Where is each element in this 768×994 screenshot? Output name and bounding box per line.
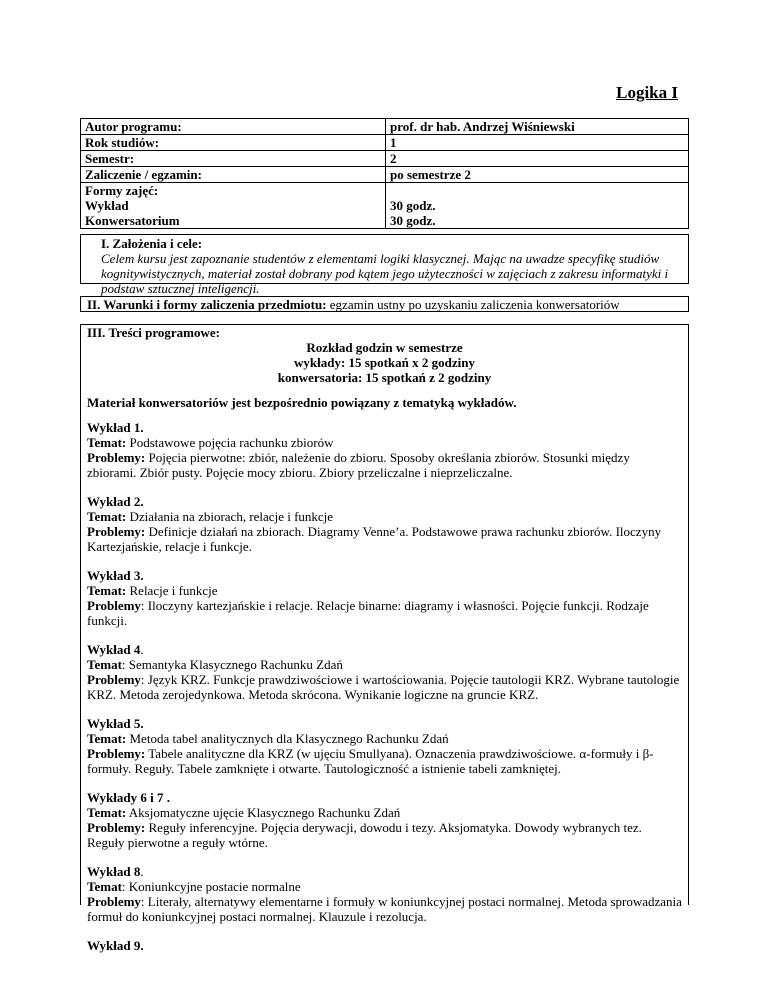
problemy-label: Problemy: (87, 524, 146, 539)
lecture-3 (87, 568, 682, 628)
info-label: Semestr: (81, 151, 386, 167)
temat-label: Temat: (87, 583, 127, 598)
problemy-label: Problemy: (87, 820, 146, 835)
section-conditions (80, 296, 689, 312)
section-goals (80, 234, 689, 296)
table-row (81, 183, 689, 229)
info-value: 2 (386, 151, 689, 167)
lecture-heading: Wykład 8 (87, 864, 141, 879)
lecture-topic: Aksjomatyczne ujęcie Klasycznego Rachunku Zdań (126, 805, 401, 820)
lecture-heading: Wykład 2. (87, 494, 144, 509)
table-row (81, 119, 689, 135)
info-label: Rok studiów: (81, 135, 386, 151)
lecture-problems: Tabele analityczne dla KRZ (w ujęciu Smullyana). Oznaczenia prawdziwościowe. α-formuły i β-formuły. Reguły. Tabele zamknięte i otwarte. Tautologiczność a istnienie tabeli zamkniętej. (87, 746, 654, 776)
lecture-heading: Wykład 5. (87, 716, 144, 731)
temat-label: Temat: (87, 509, 127, 524)
info-value: po semestrze 2 (386, 167, 689, 183)
forms-heading: Formy zajęć: (85, 183, 159, 198)
materials-note: Materiał konwersatoriów jest bezpośrednio powiązany z tematyką wykładów. (87, 395, 517, 410)
lecture-heading: Wykład 4 (87, 642, 141, 657)
wyklad-hours: 30 godz. (390, 198, 436, 213)
lecture-heading: Wykłady 6 i 7 . (87, 790, 170, 805)
temat-label: Temat (87, 657, 122, 672)
info-value: 1 (386, 135, 689, 151)
lecture-problems: Reguły inferencyjne. Pojęcia derywacji, dowodu i tezy. Aksjomatyka. Dowody wybranych tez. Reguły pierwotne a reguły wtórne. (87, 820, 642, 850)
problemy-label: Problemy (87, 598, 141, 613)
lecture-5 (87, 716, 682, 776)
table-row (81, 151, 689, 167)
lecture-topic: : Semantyka Klasycznego Rachunku Zdań (121, 657, 343, 672)
temat-label: Temat: (87, 805, 127, 820)
info-label: Zaliczenie / egzamin: (81, 167, 386, 183)
section-conditions-heading: II. Warunki i formy zaliczenia przedmiotu: (87, 297, 327, 312)
course-info-table (80, 118, 689, 229)
section-conditions-text: egzamin ustny po uzyskaniu zaliczenia konwersatoriów (326, 297, 620, 312)
section-goals-text: Celem kursu jest zapoznanie studentów z elementami logiki klasycznej. Mając na uwadze specyfikę studiów kognitywistycznych, materiał został dobrany pod kątem jego użyteczności w zajęciach z zakresu informatyki i podstaw sztucznej inteligencji. (101, 251, 669, 296)
lecture-problems: Definicje działań na zbiorach. Diagramy Venne’a. Podstawowe prawa rachunku zbiorów. Iloczyny Kartezjańskie, relacje i funkcje. (87, 524, 662, 554)
section-goals-heading: I. Założenia i cele: (101, 236, 203, 251)
section-content-heading: III. Treści programowe: (87, 325, 220, 340)
problemy-label: Problemy (87, 672, 141, 687)
wyklad-label: Wykład (85, 198, 129, 213)
lecture-topic: Relacje i funkcje (126, 583, 218, 598)
lecture-1 (87, 420, 682, 480)
info-label: Autor programu: (81, 119, 386, 135)
table-row (81, 135, 689, 151)
temat-label: Temat: (87, 435, 127, 450)
problemy-label: Problemy: (87, 450, 146, 465)
table-row (81, 167, 689, 183)
problemy-label: Problemy: (87, 746, 146, 761)
lecture-9 (87, 938, 682, 953)
lecture-heading: Wykład 9. (87, 938, 144, 953)
lecture-4: Wykład 4. Temat: Semantyka Klasycznego Rachunku Zdań Problemy: Język KRZ. Funkcje prawdziwościowe i wartościowania. Pojęcie tautologii KRZ. Wybrane tautologie KRZ. Metoda zerojedynkowa. Metoda skrócona. Wynikanie logiczne na gruncie KRZ. (87, 642, 680, 702)
section-content (80, 324, 689, 953)
temat-label: Temat: (87, 731, 127, 746)
document-title: Logika I (616, 83, 678, 102)
problemy-label: Problemy (87, 894, 141, 909)
temat-label: Temat (87, 879, 122, 894)
forms-label-cell (81, 183, 386, 229)
lecture-topic: Metoda tabel analitycznych dla Klasycznego Rachunku Zdań (126, 731, 449, 746)
lecture-problems: : Język KRZ. Funkcje prawdziwościowe i wartościowania. Pojęcie tautologii KRZ. Wybrane tautologie KRZ. Metoda zerojedynkowa. Metoda skrócona. Wynikanie logiczne na gruncie KRZ. (87, 672, 680, 702)
konwersatorium-label: Konwersatorium (85, 213, 180, 228)
info-value: prof. dr hab. Andrzej Wiśniewski (386, 119, 689, 135)
lecture-problems: : Literały, alternatywy elementarne i formuły w koniunkcyjnej postaci normalnej. Metoda sprowadzania formuł do koniunkcyjnej postaci normalnej. Klauzule i rezolucja. (87, 894, 682, 924)
lecture-heading: Wykład 3. (87, 568, 144, 583)
lecture-heading: Wykład 1. (87, 420, 144, 435)
schedule-title: Rozkład godzin w semestrze (306, 340, 463, 355)
lecture-topic: Podstawowe pojęcia rachunku zbiorów (126, 435, 334, 450)
lecture-topic: Działania na zbiorach, relacje i funkcje (126, 509, 334, 524)
lecture-problems: Pojęcia pierwotne: zbiór, należenie do zbioru. Sposoby określania zbiorów. Stosunki między zbiorami. Zbiór pusty. Pojęcie mocy zbioru. Zbiory przeliczalne i nieprzeliczalne. (87, 450, 630, 480)
schedule-lectures: wykłady: 15 spotkań x 2 godziny (294, 355, 475, 370)
forms-value-cell (386, 183, 689, 229)
schedule-conversatories: konwersatoria: 15 spotkań z 2 godziny (277, 370, 492, 385)
lecture-8: Wykład 8. Temat: Koniunkcyjne postacie normalne Problemy: Literały, alternatywy elementarne i formuły w koniunkcyjnej postaci normalnej. Metoda sprowadzania formuł do koniunkcyjnej postaci normalnej. Klauzule i rezolucja. (87, 864, 682, 924)
konwersatorium-hours: 30 godz. (390, 213, 436, 228)
lecture-2 (87, 494, 682, 554)
lecture-6-7 (87, 790, 682, 850)
lecture-topic: : Koniunkcyjne postacie normalne (121, 879, 301, 894)
lecture-problems: : Iloczyny kartezjańskie i relacje. Relacje binarne: diagramy i własności. Pojęcie funkcji. Rodzaje funkcji. (87, 598, 649, 628)
